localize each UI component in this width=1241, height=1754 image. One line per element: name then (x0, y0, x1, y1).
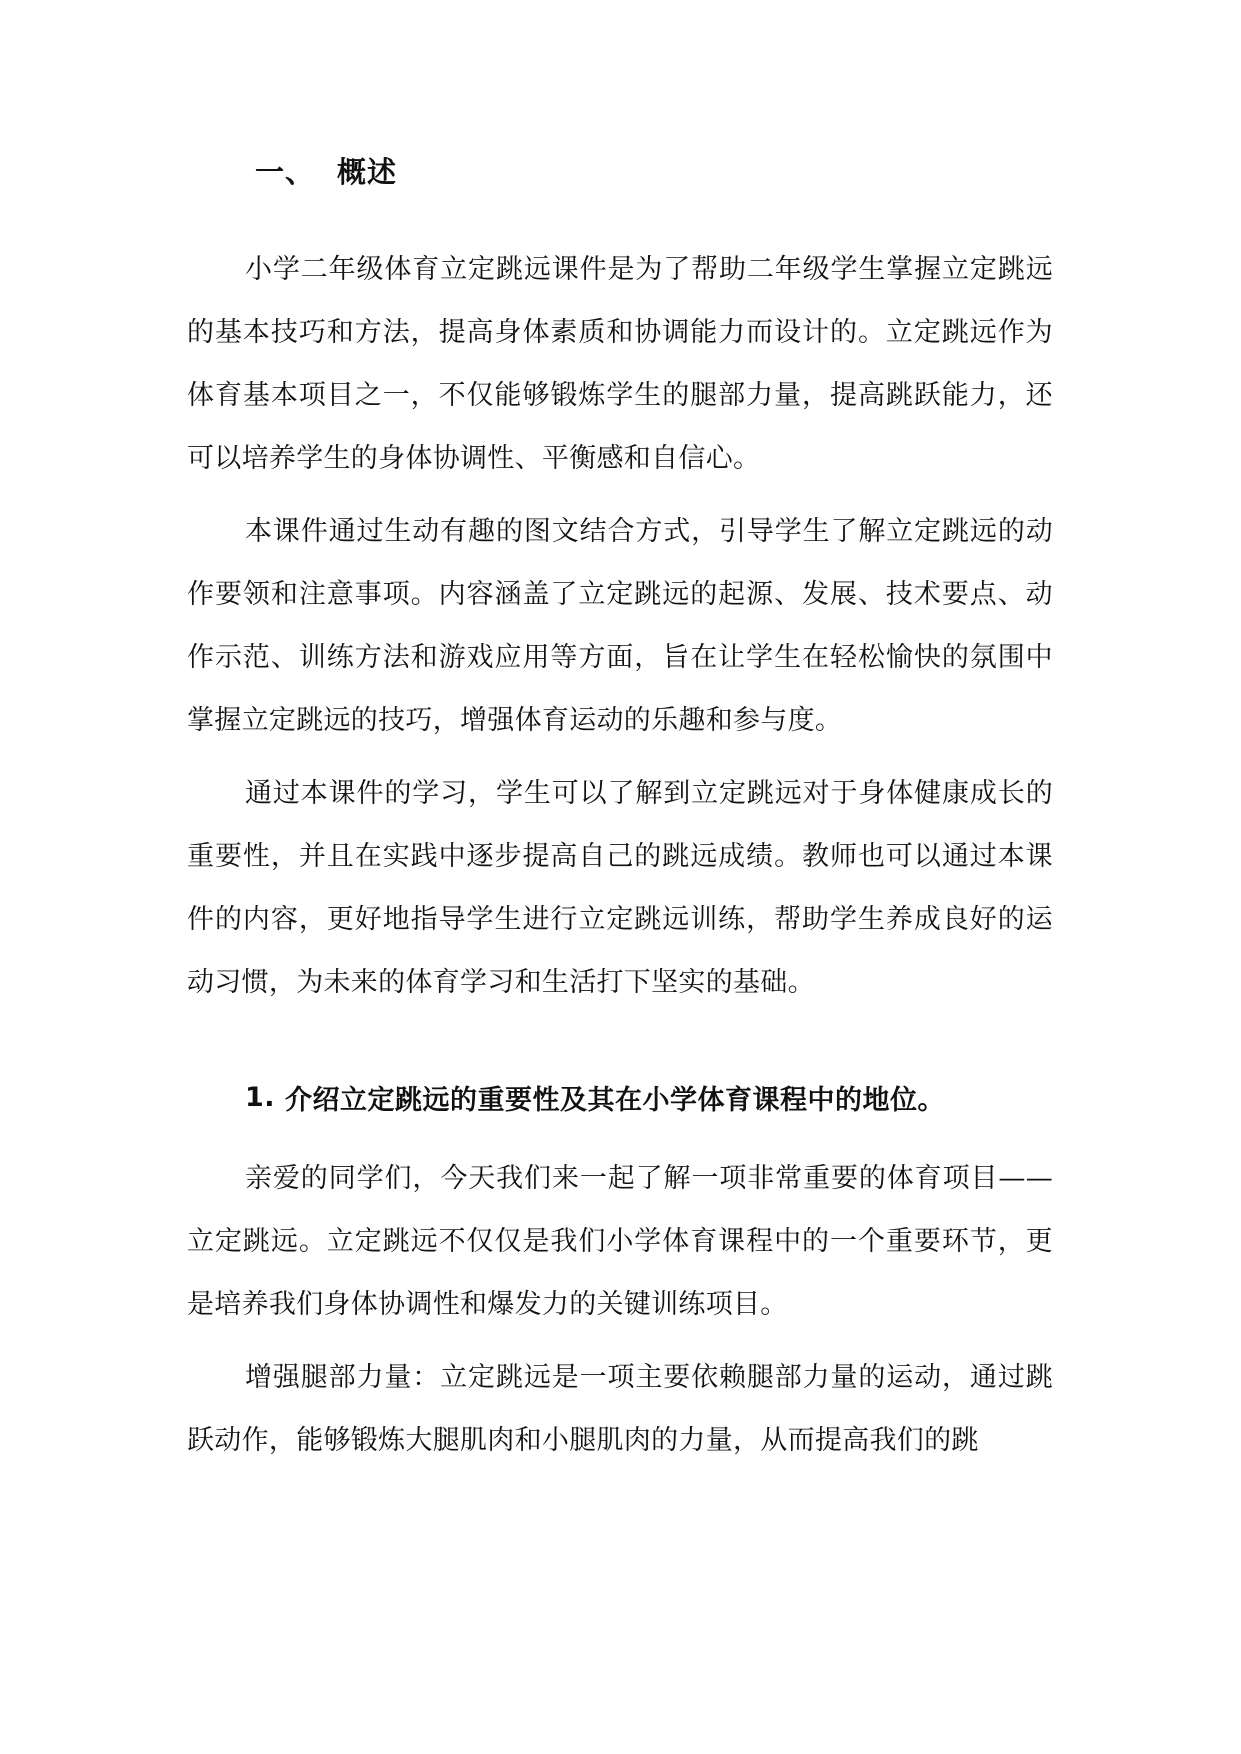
paragraph: 小学二年级体育立定跳远课件是为了帮助二年级学生掌握立定跳远的基本技巧和方法，提高身体素质和协调能力而设计的。立定跳远作为体育基本项目之一，不仅能够锻炼学生的腿部力量，提高跳跃能力，还可以培养学生的身体协调性、平衡感和自信心。 (187, 254, 1053, 474)
paragraph: 亲爱的同学们，今天我们来一起了解一项非常重要的体育项目——立定跳远。立定跳远不仅仅是我们小学体育课程中的一个重要环节，更是培养我们身体协调性和爆发力的关键训练项目。 (187, 1163, 1053, 1320)
section-heading (255, 140, 1053, 200)
document-body (187, 140, 1053, 1472)
paragraph: 本课件通过生动有趣的图文结合方式，引导学生了解立定跳远的动作要领和注意事项。内容涵盖了立定跳远的起源、发展、技术要点、动作示范、训练方法和游戏应用等方面，旨在让学生在轻松愉快的氛围中掌握立定跳远的技巧，增强体育运动的乐趣和参与度。 (187, 516, 1053, 736)
subsection-heading (245, 1067, 1053, 1127)
paragraph: 通过本课件的学习，学生可以了解到立定跳远对于身体健康成长的重要性，并且在实践中逐步提高自己的跳远成绩。教师也可以通过本课件的内容，更好地指导学生进行立定跳远训练，帮助学生养成良好的运动习惯，为未来的体育学习和生活打下坚实的基础。 (187, 778, 1053, 998)
section-number: 一、 (255, 154, 316, 189)
paragraph: 增强腿部力量：立定跳远是一项主要依赖腿部力量的运动，通过跳跃动作，能够锻炼大腿肌肉和小腿肌肉的力量，从而提高我们的跳 (187, 1362, 1053, 1456)
subsection-number: 1. (245, 1081, 276, 1113)
subsection-title: 介绍立定跳远的重要性及其在小学体育课程中的地位。 (285, 1084, 945, 1116)
section-title: 概述 (337, 154, 398, 189)
